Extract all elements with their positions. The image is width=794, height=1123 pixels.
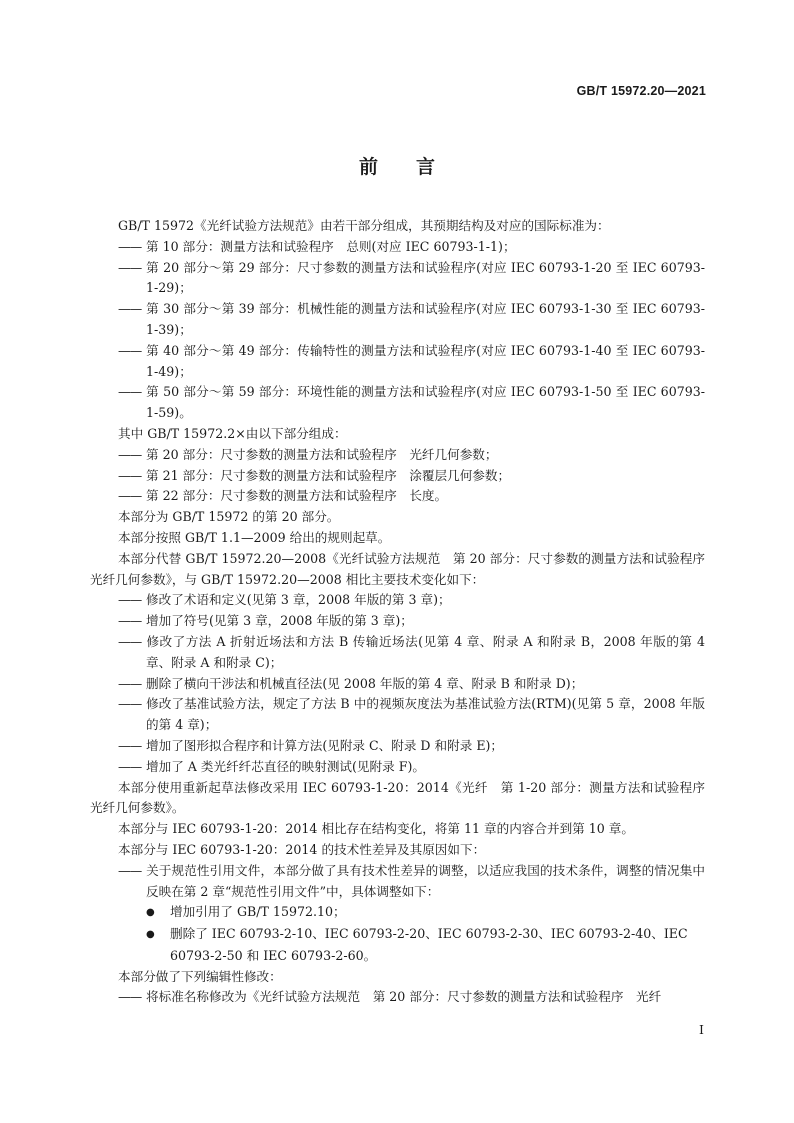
- paragraph-drafting-rules: 本部分按照 GB/T 1.1—2009 给出的规则起草。: [118, 529, 391, 545]
- paragraph-structure-change: 本部分与 IEC 60793-1-20：2014 相比存在结构变化，将第 11 章的内容合并到第 10 章。: [118, 821, 634, 837]
- bullet-item: ● 增加引用了 GB/T 15972.10；: [146, 902, 705, 924]
- list-item: —— 第 50 部分～第 59 部分：环境性能的测量方法和试验程序(对应 IEC 60793-1-50 至 IEC 60793-1-59)。: [118, 384, 705, 421]
- list-item: —— 第 10 部分：测量方法和试验程序 总则(对应 IEC 60793-1-1)；: [118, 238, 516, 254]
- title-char-1: 前: [358, 156, 378, 178]
- list-item: —— 第 21 部分：尺寸参数的测量方法和试验程序 涂覆层几何参数；: [118, 467, 511, 483]
- list-item: —— 关于规范性引用文件，本部分做了具有技术性差异的调整，以适应我国的技术条件，调整的情况集中反映在第 2 章“规范性引用文件”中，具体调整如下：: [118, 862, 705, 899]
- paragraph-part-number: 本部分为 GB/T 15972 的第 20 部分。: [118, 509, 340, 525]
- list-item: —— 第 22 部分：尺寸参数的测量方法和试验程序 长度。: [118, 488, 448, 504]
- bullet-icon: ●: [146, 907, 155, 919]
- list-item: —— 第 20 部分：尺寸参数的测量方法和试验程序 光纤几何参数；: [118, 446, 498, 462]
- list-item: —— 第 20 部分～第 29 部分：尺寸参数的测量方法和试验程序(对应 IEC 60793-1-20 至 IEC 60793-1-29)；: [118, 259, 705, 296]
- list-item: —— 修改了基准试验方法，规定了方法 B 中的视频灰度法为基准试验方法(RTM)(见第 5 章，2008 年版的第 4 章)；: [118, 696, 705, 733]
- list-item: —— 增加了符号(见第 3 章，2008 年版的第 3 章)；: [118, 613, 413, 629]
- list-item: —— 增加了图形拟合程序和计算方法(见附录 C、附录 D 和附录 E)；: [118, 737, 504, 753]
- paragraph-editorial-changes: 本部分做了下列编辑性修改：: [118, 968, 282, 984]
- list-item: —— 修改了术语和定义(见第 3 章，2008 年版的第 3 章)；: [118, 592, 451, 608]
- paragraph-replacement: 本部分代替 GB/T 15972.20—2008《光纤试验方法规范 第 20 部分：尺寸参数的测量方法和试验程序 光纤几何参数》，与 GB/T 15972.20—2008 相比主要技术变化如下：: [90, 550, 718, 587]
- list-item: —— 第 30 部分～第 39 部分：机械性能的测量方法和试验程序(对应 IEC 60793-1-30 至 IEC 60793-1-39)；: [118, 301, 705, 337]
- list-item: —— 修改了方法 A 折射近场法和方法 B 传输近场法(见第 4 章、附录 A 和附录 B，2008 年版的第 4 章、附录 A 和附录 C)；: [118, 633, 705, 670]
- paragraph-structure: GB/T 15972《光纤试验方法规范》由若干部分组成，其预期结构及对应的国际标准为：: [118, 218, 610, 233]
- paragraph-adoption: 本部分使用重新起草法修改采用 IEC 60793-1-20：2014《光纤 第 1-20 部分：测量方法和试验程序 光纤几何参数》。: [90, 779, 718, 816]
- title-char-2: 言: [416, 156, 436, 178]
- paragraph-sub-parts: 其中 GB/T 15972.2×由以下部分组成：: [118, 425, 347, 441]
- bullet-icon: ●: [146, 929, 155, 941]
- list-item: —— 第 40 部分～第 49 部分：传输特性的测量方法和试验程序(对应 IEC 60793-1-40 至 IEC 60793-1-49)；: [118, 342, 705, 379]
- list-item: —— 删除了横向干涉法和机械直径法(见 2008 年版的第 4 章、附录 B 和附录 D)；: [118, 675, 584, 691]
- foreword-body: [90, 216, 718, 1008]
- bullet-item: ● 删除了 IEC 60793-2-10、IEC 60793-2-20、IEC 60793-2-30、IEC 60793-2-40、IEC 60793-2-50 和 IEC 60793-2-60。: [146, 926, 688, 963]
- standard-number: GB/T 15972.20—2021: [576, 84, 706, 98]
- page-number: I: [699, 1022, 704, 1037]
- list-item: —— 增加了 A 类光纤纤芯直径的映射测试(见附录 F)。: [118, 758, 425, 774]
- paragraph-technical-differences: 本部分与 IEC 60793-1-20：2014 的技术性差异及其原因如下：: [118, 841, 486, 857]
- page-title: [0, 152, 794, 179]
- list-item: —— 将标准名称修改为《光纤试验方法规范 第 20 部分：尺寸参数的测量方法和试验程序 光纤: [118, 989, 662, 1005]
